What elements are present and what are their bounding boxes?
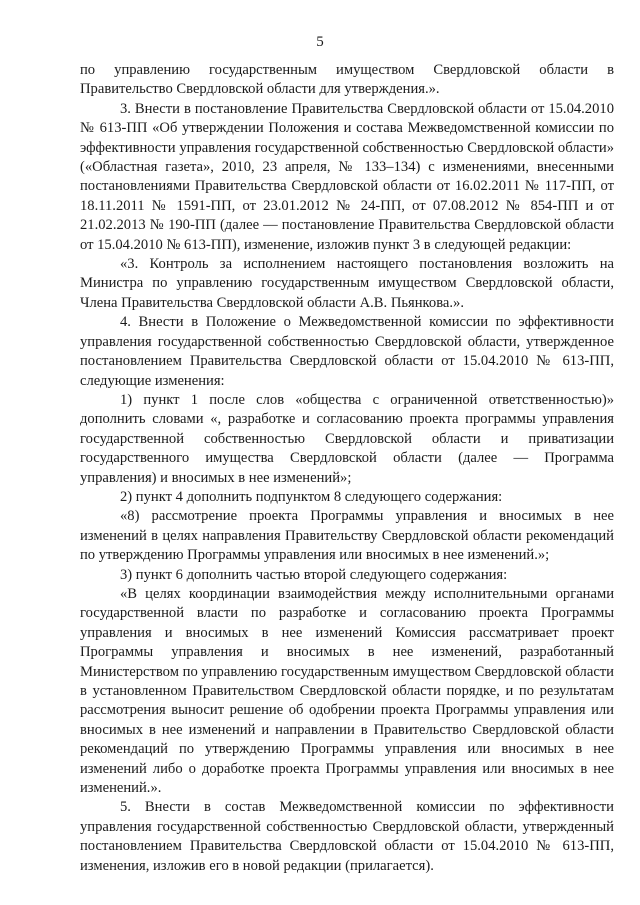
paragraph-item-4: 4. Внести в Положение о Межведомственной комиссии по эффективности управления государственной собственностью Свердловской области, утвержденное постановлением Правительства Свердловской области от 15.04.2010 № 613-ПП, следующие изменения: [80, 314, 614, 389]
paragraph-continuation: по управлению государственным имуществом Свердловской области в Правительство Свердловской области для утверждения.». [80, 62, 614, 98]
page-number: 5 [316, 34, 324, 50]
paragraph-quote-3: «3. Контроль за исполнением настоящего постановления возложить на Министра по управлению государственным имуществом Свердловской области, Члена Правительства Свердловской области А.В. Пьянкова.». [80, 256, 614, 311]
paragraph-subitem-3: 3) пункт 6 дополнить частью второй следующего содержания: [120, 566, 508, 583]
paragraph-item-3: 3. Внести в постановление Правительства Свердловской области от 15.04.2010 № 613-ПП «Об утверждении Положения и состава Межведомственной комиссии по эффективности управления государственной собственностью Свердловской области» («Областная газета», 2010, 23 апреля, № 133–134) с изменениями, внесенными постановлениями Правительства Свердловской области от 16.02.2011 № 117-ПП, от 18.11.2011 № 1591-ПП, от 23.01.2012 № 24-ПП, от 07.08.2012 № 854-ПП и от 21.02.2013 № 190-ПП (далее — постановление Правительства Свердловской области от 15.04.2010 № 613-ПП), изменение, изложив пункт 3 в следующей редакции: [80, 100, 614, 253]
paragraph-quote-part-two: «В целях координации взаимодействия между исполнительными органами государственной власти по разработке и согласованию проекта Программы управления и вносимых в нее изменений Комиссия рассматривает проект Программы управления и вносимых в нее изменений, разработанный Министерством по управлению государственным имуществом Свердловской области в установленном Правительством Свердловской области порядке, и по результатам рассмотрения выносит решение об одобрении проекта Программы управления или вносимых в нее изменений и направлении в Правительство Свердловской области рекомендаций по утверждению Программы управления или вносимых в нее изменений либо о доработке проекта Программы управления или вносимых в нее изменений.». [80, 585, 614, 797]
paragraph-quote-8: «8) рассмотрение проекта Программы управления и вносимых в нее изменений в целях направления Правительству Свердловской области рекомендаций по утверждению Программы управления или вносимых в нее изменений.»; [80, 508, 614, 564]
paragraph-subitem-2: 2) пункт 4 дополнить подпунктом 8 следующего содержания: [120, 488, 503, 505]
document-body [80, 61, 614, 876]
paragraph-item-5: 5. Внести в состав Межведомственной комиссии по эффективности управления государственной собственностью Свердловской области, утвержденный постановлением Правительства Свердловской области от 15.04.2010 № 613-ПП, изменения, изложив его в новой редакции (прилагается). [80, 799, 614, 874]
paragraph-subitem-1: 1) пункт 1 после слов «общества с ограниченной ответственностью)» дополнить словами «, разработке и согласованию проекта программы управления государственной собственностью Свердловской области и приватизации государственного имущества Свердловской области (далее — Программа управления) и вносимых в нее изменений»; [80, 391, 614, 486]
